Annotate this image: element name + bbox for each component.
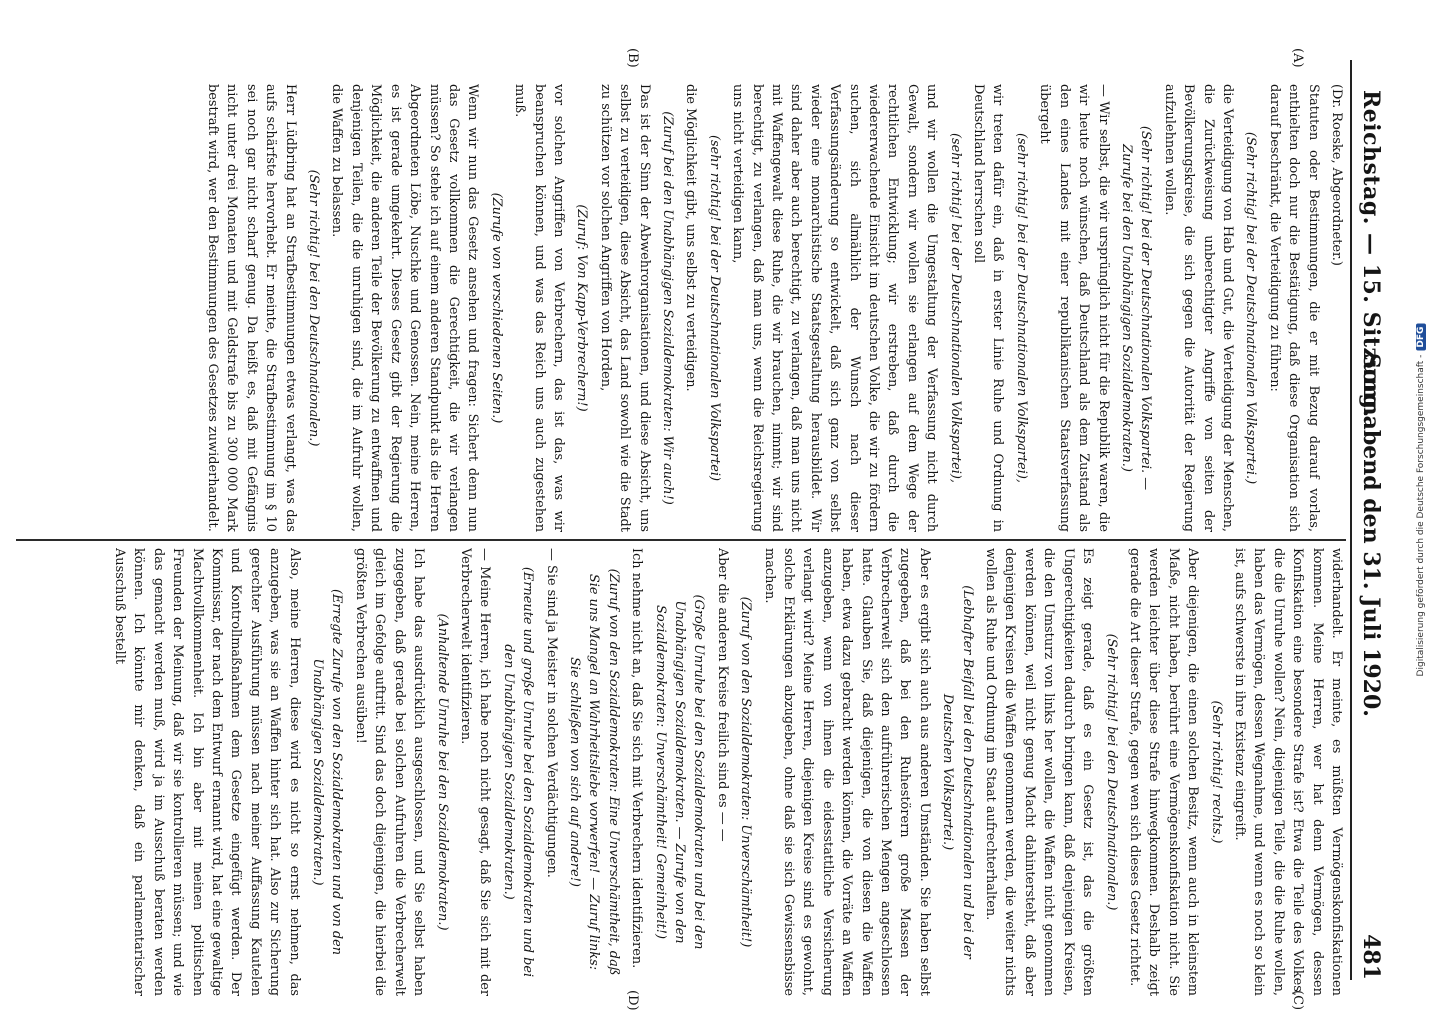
margin-marker-a: (A)	[1290, 48, 1305, 68]
speech-paragraph: die Verteidigung von Hab und Gut, die Verteidigung der Menschen, die Zurückweisung unberechtigter Angriffe von seiten der Bevölkerungskreise, die sich gegen die Autorität der Regierung aufzulehnen wollen.	[1161, 84, 1235, 532]
parliamentary-remark: (Sehr richtig! bei der Deutschnationalen Volkspartei. — Zurufe bei den Unabhängigen Sozialdemokraten.)	[1118, 125, 1154, 491]
right-text-column	[16, 548, 1346, 996]
parliamentary-remark: (Erregte Zurufe von den Sozialdemokraten und von den Unabhängigen Sozialdemokraten.)	[310, 588, 345, 956]
speech-paragraph: Ich habe das ausdrücklich ausgeschlossen, und Sie selbst haben zugegeben, daß gerade bei solchen Aufruhren die Verbrecherwelt gleich im Gefolge auftritt. Sind das doch diejenigen, die hierbei die größten Verbrechen ausüben!	[352, 548, 427, 996]
speech-paragraph: Aber es ergibt sich auch aus anderen Umständen. Sie haben selbst zugegeben, daß bei den Ruhestörern große Massen der Verbrecherwelt sich den aufrührerischen Mengen angeschlossen hatte. Glauben Sie, daß diejenigen, die von diesen die Waffen haben, etwa dazu gebracht werden können, die Vorräte an Waffen anzugeben, wenn von ihnen die eidesstattliche Versicherung verlangt wird? Meine Herren, diejenigen Kreise sind es gewohnt, solche Erklärungen abzugeben, ohne daß sie sich Gewissensbisse machen.	[761, 548, 932, 996]
speech-paragraph: Ich nehme nicht an, daß Sie sich mit Verbrechern identifizieren.	[629, 548, 645, 969]
speech-paragraph: — Sie sind ja Meister in solchen Verdächtigungen.	[543, 548, 559, 878]
speech-paragraph: — Meine Herren, ich habe noch nicht gesagt, daß Sie sich mit der Verbrecherwelt identifizieren.	[457, 548, 493, 996]
column-divider	[16, 539, 1346, 541]
parliamentary-remark: (Sehr richtig! bei der Deutschnationalen Volkspartei.)	[1243, 131, 1259, 485]
speech-paragraph: — Wir selbst, die wir ursprünglich nicht für die Republik waren, die wir heute noch wünschen, daß Deutschland als dem Zustand als den eines Landes mit einer republikanischen Staatsverfassung übergeht	[1037, 84, 1111, 532]
parliamentary-remark: (Erneute und große Unruhe bei den Sozialdemokraten und bei den Unabhängigen Sozialdemokraten.)	[500, 566, 536, 978]
parliamentary-remark: (Lebhafter Beifall bei den Deutschnationalen und bei der Deutschen Volkspartei.)	[940, 585, 975, 959]
parliamentary-remark: (Zuruf von den Sozialdemokraten: Unverschämtheit!)	[738, 596, 754, 948]
margin-marker-c: (C)	[1290, 990, 1305, 1011]
parliamentary-remark: (sehr richtig! bei der Deutschnationalen Volkspartei),	[947, 132, 963, 484]
header-rule	[1350, 60, 1352, 980]
parliamentary-remark: (sehr richtig! bei der Deutschnationalen Volkspartei)	[706, 135, 722, 481]
parliamentary-remark: (Anhaltende Unruhe bei den Sozialdemokraten.)	[434, 613, 450, 931]
speech-paragraph: Es zeigt gerade, daß es ein Gesetz ist, das die größten Ungerechtigkeiten dadurch bringen kann, daß denjenigen Kreisen, die den Umsturz von links her wollen, die Waffen nicht genommen werden können, weil nicht genug Macht dahintersteht, daß aber denjenigen Kreisen die Waffen genommen werden, die weiter nichts wollen als Ruhe und Ordnung im Staat aufrechterhalten.	[983, 548, 1096, 996]
parliamentary-remark: (Zurufe von verschiedenen Seiten.)	[488, 192, 504, 424]
speech-paragraph: Aber diejenigen, die einen solchen Besitz, wenn auch in kleinstem Maße, nicht haben, berührt eine Vermögenskonfiskation nicht. Sie werden leichter über diese Strafe hinwegkommen. Deshalb zeigt gerade die Art dieser Strafe, gegen wen sich dieses Gesetz richtet.	[1126, 548, 1201, 996]
speech-paragraph: Herr Lüdbring hat an Strafbestimmungen etwas verlangt, was das aufs schärfste hervorhebt. Er meinte, die Strafbestimmung im § 10 sei noch gar nicht scharf genug. Da heißt es, daß mit Gefängnis nicht unter drei Monaten und mit Geldstrafe bis zu 300 000 Mark bestraft wird, wer den Bestimmungen des Gesetzes zuwiderhandelt.	[205, 84, 298, 532]
parliamentary-remark: (Sehr richtig! bei den Deutschnationalen.)	[306, 169, 322, 447]
header-date: Sonnabend den 31. Juli 1920.	[1358, 353, 1384, 717]
left-text-column	[16, 84, 1346, 532]
speech-paragraph: vor solchen Angriffen von Verbrechern, das ist das, was wir beanspruchen können, und was das Reich uns auch zugestehen muß.	[512, 84, 566, 532]
parliamentary-remark: (Große Unruhe bei den Sozialdemokraten und bei den Unabhängigen Sozialdemokraten. — Zurufe von den Sozialdemokraten: Unverschämtheit! Gemeinheit!)	[652, 594, 707, 950]
speech-paragraph: Das ist der Sinn der Abwehrorganisationen, und diese Absicht, uns selbst zu verteidigen, diese Absicht, das Land sowohl wie die Stadt zu schützen vor solchen Angriffen von Horden,	[597, 84, 652, 532]
speech-paragraph: (Dr. Roeske, Abgeordneter.)	[1329, 84, 1344, 266]
speech-paragraph: widerhandelt. Er meinte, es müßten Vermögenskonfiskationen kommen. Meine Herren, wer hat denn Vermögen, dessen Konfiskation eine besondere Strafe ist? Etwa die Teile des Volkes, die die Unruhe wollen? Nein, diejenigen Teile, die die Ruhe wollen, haben das Vermögen, dessen Wegnahme, und wenn es noch so klein ist, aufs schwerste in ihre Existenz eingreift.	[1231, 548, 1344, 996]
speech-paragraph: und wir wollen die Umgestaltung der Verfassung nicht durch Gewalt, sondern wir wollen sie erlangen auf dem Wege der rechtlichen Entwicklung; wir erstreben, daß durch die wiedererwachende Einsicht im deutschen Volke, die wir zu fördern suchen, sich allmählich der Wunsch nach dieser Verfassungsänderung so entwickelt, daß sich ganz von selbst wieder eine monarchistische Staatsgestaltung herausbildet. Wir sind daher aber auch berechtigt, zu verlangen, daß man uns nicht mit Waffengewalt diese Ruhe, die wir brauchen, nimmt; wir sind berechtigt, zu verlangen, daß man uns, wenn die Reichsregierung uns nicht verteidigen kann,	[730, 84, 940, 532]
margin-marker-d: (D)	[625, 990, 640, 1011]
header-session-title: Reichstag. — 15. Sitzung.	[1358, 90, 1384, 418]
parliamentary-remark: (Sehr richtig! rechts.)	[1208, 700, 1224, 844]
page-number: 481	[1358, 934, 1384, 980]
margin-marker-b: (B)	[625, 48, 640, 68]
page-header	[1350, 90, 1390, 980]
funding-notice	[1416, 324, 1426, 677]
parliamentary-remark: (Zuruf von den Sozialdemokraten: Eine Unverschämtheit, daß Sie uns Mangel an Wahrheitsliebe vorwerfen! — Zuruf links: Sie schließen von sich auf andere!)	[566, 568, 621, 976]
speech-paragraph: die Möglichkeit gibt, uns selbst zu verteidigen.	[683, 84, 699, 392]
speech-paragraph: Wenn wir nun das Gesetz ansehen und fragen: Sichert denn nun das Gesetz vollkommen die Gerechtigkeit, die wir verlangen müssen? So stehe ich auf einem anderen Standpunkt als die Herren Abgeordneten Löbe, Nuschke und Genossen. Nein, meine Herren, es ist gerade umgekehrt. Dieses Gesetz gibt der Regierung die Möglichkeit, die anderen Teile der Bevölkerung zu entwaffnen und denjenigen Teilen, die die unruhigen sind, die im Aufruhr wollen, die Waffen zu belassen.	[329, 84, 481, 532]
dfg-logo: DFG	[1416, 324, 1426, 351]
speech-paragraph: wir treten dafür ein, daß in erster Linie Ruhe und Ordnung in Deutschland herrschen soll	[971, 84, 1006, 532]
speech-paragraph: Aber die anderen Kreise freilich sind es — —	[714, 548, 730, 842]
funding-notice-text: Digitalisierung gefördert durch die Deutsche Forschungsgemeinschaft -	[1416, 354, 1426, 677]
parliamentary-remark: (Zuruf bei den Unabhängigen Sozialdemokraten: Wir auch!)	[660, 111, 675, 505]
parliamentary-remark: (Zuruf: Von Kapp-Verbrechern!)	[574, 204, 590, 412]
speech-paragraph: Statuten oder Bestimmungen, die er mit Bezug darauf vorlas, enthielten doch nur die Bestätigung, daß diese Organisation sich darauf beschränkt, die Verteidigung zu führen:	[1266, 84, 1321, 532]
parliamentary-remark: (Sehr richtig! bei den Deutschnationalen.)	[1103, 633, 1119, 911]
speech-paragraph: Also, meine Herren, diese wird es nicht so ernst nehmen, das anzugeben, was sie an Waffen hinter sich hat. Also zur Sicherung gerechter Ausführung müssen nach meiner Auffassung Kautelen und Kontrollmaßnahmen dem Gesetze eingefügt werden. Der Kommissar, der nach dem Entwurf ernannt wird, hat eine gewaltige Machtvollkommenheit. Ich bin aber mit meinen politischen Freunden der Meinung, daß wir sie kontrollieren müssen; und wie das gemacht werden muß, wird ja im Ausschuß beraten werden können. Ich könnte mir denken, daß ein parlamentarischer Ausschuß bestellt	[112, 548, 302, 996]
digitization-sidebar	[1408, 0, 1434, 1000]
parliamentary-remark: (sehr richtig! bei der Deutschnationalen Volkspartei),	[1013, 132, 1029, 484]
